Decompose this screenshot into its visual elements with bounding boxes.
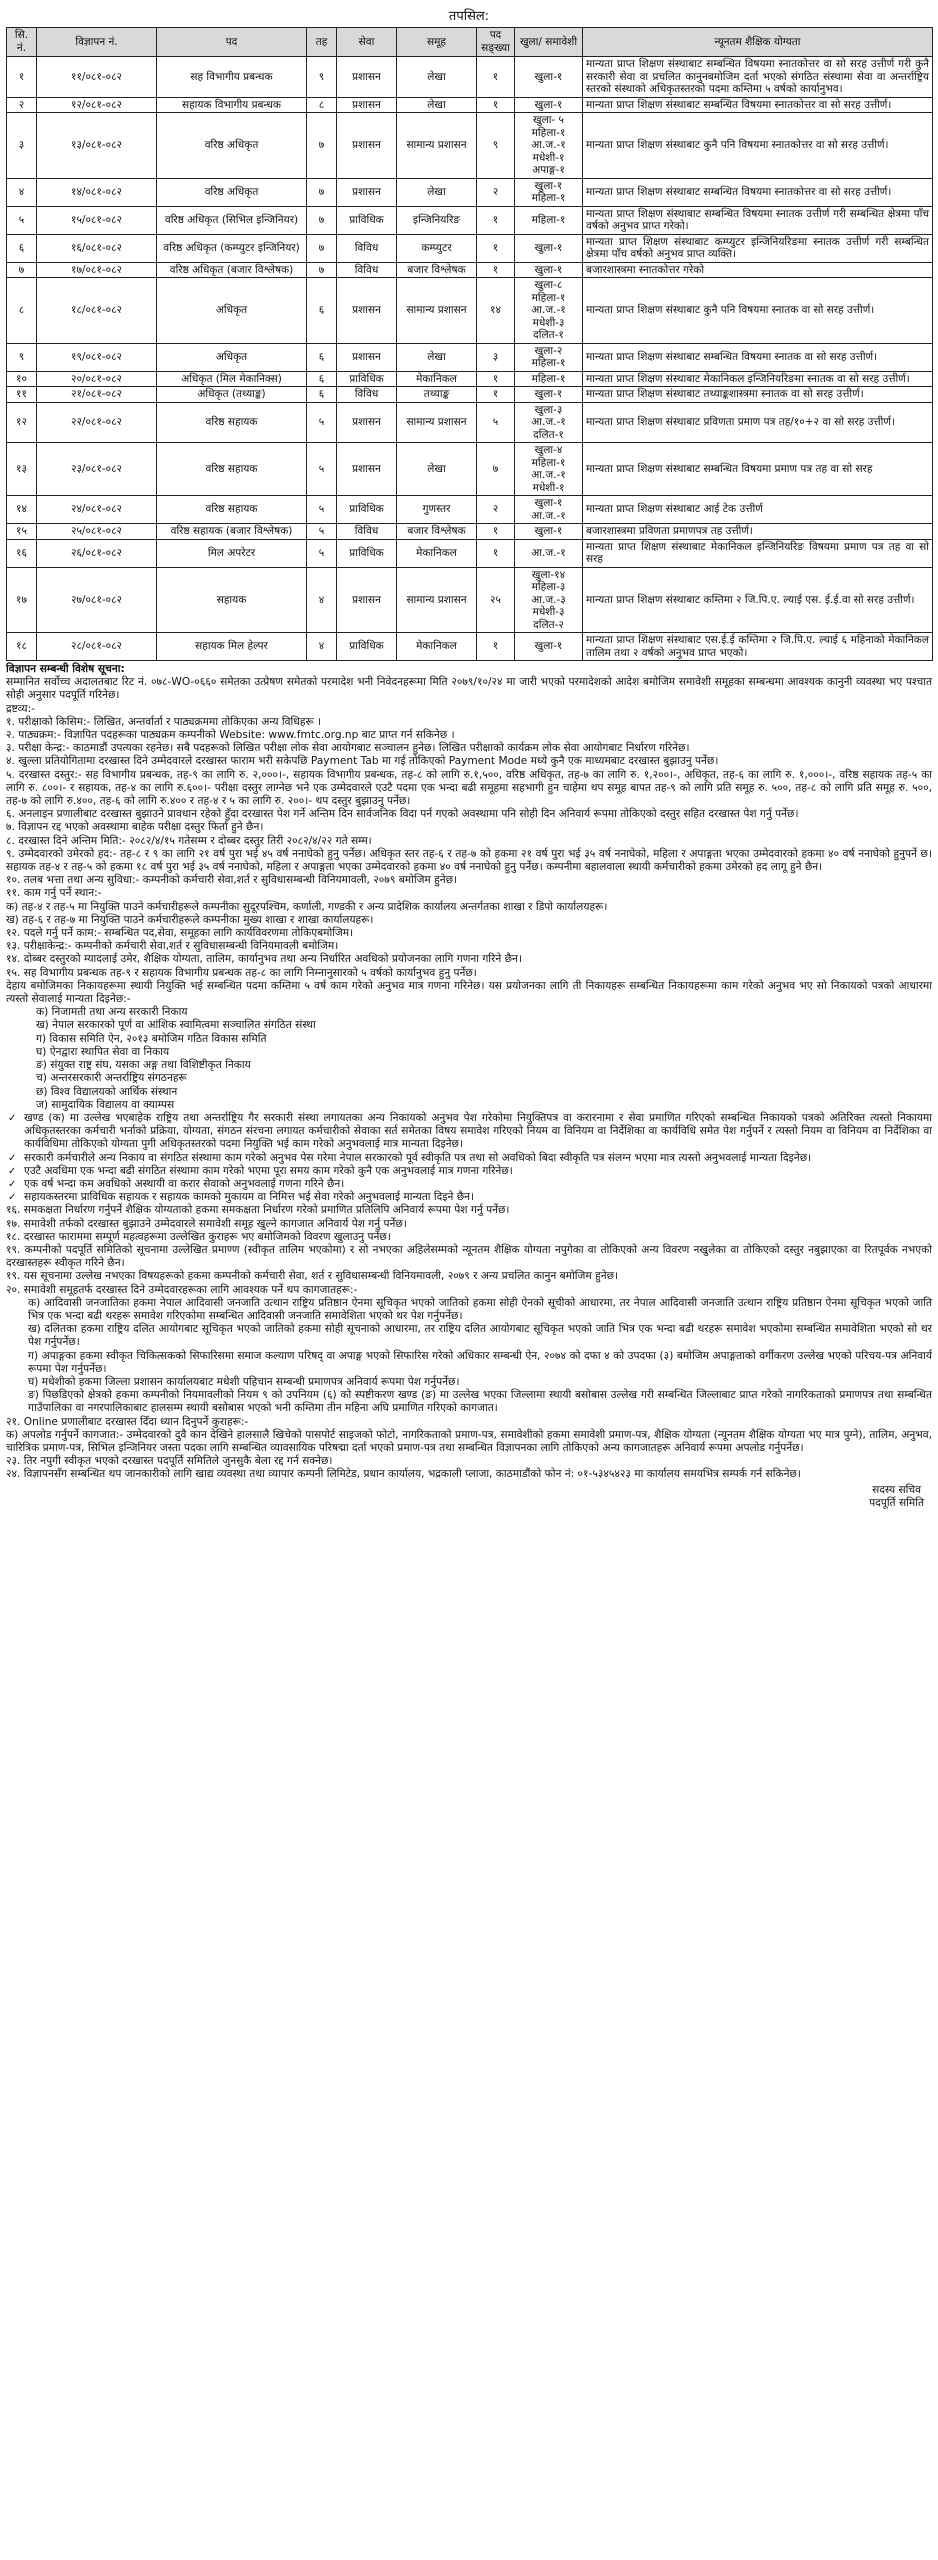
note-item: ४. खुल्ला प्रतियोगितामा दरखास्त दिने उम्मेदवारले दरखास्त फाराम भरी सकेपछि Payment Tab मा गई तोकिएको Payment Mode मध्ये कुनै एक माध्यमबाट दरखास्त बुझाउनु पर्नेछ।	[6, 755, 719, 768]
row-service: प्रशासन	[337, 343, 397, 371]
col-sn: सि. नं.	[7, 28, 37, 57]
row-ad-no: १७/०८१-०८२	[37, 262, 157, 278]
row-level: ६	[307, 343, 337, 371]
row-level: ६	[307, 387, 337, 403]
table-row	[7, 496, 933, 524]
table-row	[7, 633, 933, 661]
row-num: ५	[477, 402, 515, 443]
row-service: प्रशासन	[337, 113, 397, 179]
inclusion-item: क) आदिवासी जनजातिका हकमा नेपाल आदिवासी जनजाति उत्थान राष्ट्रिय प्रतिष्ठान ऐनमा सूचिकृत भएको जातिको हकमा सोही ऐनको सूचीको आधारमा, तर नेपाल आदिवासी जनजाति उत्थान राष्ट्रिय प्रतिष्ठान ऐनमा सूचिकृत भएको जाति भित्र एक भन्दा बढी थरहरू समावेश गरिएकोमा सम्बन्धित आदिवासी जनजाति समावेशिता भएको थर पेश गर्नुपर्नेछ।	[28, 1296, 932, 1322]
row-service: विविध	[337, 524, 397, 540]
row-quota: महिला-१	[515, 206, 583, 234]
note-item: ३. परीक्षा केन्द्र:- काठमाडौं उपत्यका रहनेछ। सबै पदहरूको लिखित परीक्षा लोक सेवा आयोगबाट सञ्चालन हुनेछ। लिखित परीक्षाको कार्यक्रम लोक सेवा आयोगबाट निर्धारण गरिनेछ।	[6, 742, 690, 755]
row-level: ४	[307, 567, 337, 633]
row-level: ६	[307, 371, 337, 387]
row-ad-no: १३/०८१-०८२	[37, 113, 157, 179]
table-row	[7, 57, 933, 98]
vacancy-table	[6, 27, 933, 661]
row-service: प्राविधिक	[337, 633, 397, 661]
row-group: लेखा	[397, 343, 477, 371]
row-qualification: मान्यता प्राप्त शिक्षण संस्थाबाट मेकानिकल इन्जिनियरिङ विषयमा प्रमाण पत्र तह वा सो सरह	[583, 539, 933, 567]
notes-title: विज्ञापन सम्बन्धी विशेष सूचना:	[6, 663, 125, 675]
row-group: बजार विश्लेषक	[397, 524, 477, 540]
row-num: १	[477, 97, 515, 113]
row-sn: ११	[7, 387, 37, 403]
row-qualification: मान्यता प्राप्त शिक्षण संस्थाबाट सम्बन्धित विषयमा स्नातक उत्तीर्ण गरी सम्बन्धित क्षेत्रमा पाँच वर्षको अनुभव प्राप्त गरेको।	[583, 206, 933, 234]
org-item: घ) ऐनद्वारा स्थापित सेवा वा निकाय	[36, 1045, 170, 1058]
row-qualification: मान्यता प्राप्त शिक्षण संस्थाबाट एस.ई.ई कम्तिमा २ जि.पि.ए. ल्याई ६ महिनाको मेकानिकल तालिम तथा २ वर्षको अनुभव प्राप्त भएको।	[583, 633, 933, 661]
notes-sub: द्रष्टव्य:-	[6, 702, 35, 715]
row-ad-no: २५/०८१-०८२	[37, 524, 157, 540]
row-qualification: मान्यता प्राप्त शिक्षण संस्थाबाट सम्बन्धित विषयमा स्नातक वा सो सरह उत्तीर्ण।	[583, 343, 933, 371]
note-item: ७. विज्ञापन रद्द भएको अवस्थामा बाहेक परीक्षा दस्तुर फिर्ता हुने छैन।	[6, 821, 264, 834]
row-level: ५	[307, 443, 337, 496]
row-num: २	[477, 178, 515, 206]
row-quota: आ.ज.-१	[515, 539, 583, 567]
notes-intro: सम्मानित सर्वोच्च अदालतबाट रिट नं. ०७८-WO-०६६० समेतका उत्प्रेषण समेतको परमादेश भनी निवेदनहरूमा मिति २०७९/१०/२४ मा जारी भएको परमादेशको आदेश बमोजिम समावेशी समूहका सम्बन्धमा आवश्यक कानुनी व्यवस्था भए पश्चात सोही अनुसार पदपूर्ति गरिनेछ।	[6, 676, 932, 702]
org-item: क) निजामती तथा अन्य सरकारी निकाय	[36, 1006, 188, 1019]
row-qualification: मान्यता प्राप्त शिक्षण संस्थाबाट आई टेक उत्तीर्ण	[583, 496, 933, 524]
row-quota: खुला-१	[515, 387, 583, 403]
row-num: ९	[477, 113, 515, 179]
note-item: क) अपलोड गर्नुपर्ने कागजात:- उम्मेदवारको दुवै कान देखिने हालसालै खिचेको पासपोर्ट साइजको फोटो, नागरिकताको प्रमाण-पत्र, समावेशीको हकमा समावेशी प्रमाण-पत्र, शैक्षिक योग्यता (न्यूनतम शैक्षिक योग्यता भए मात्र पुग्ने), तालिम, अनुभव, चारित्रिक प्रमाण-पत्र, सिभिल इन्जिनियर जस्ता पदका लागि सम्बन्धित व्यावसायिक परिषद्मा दर्ता भएको प्रमाण-पत्र तथा सम्बन्धित विज्ञापनका लागि तोकिएको अन्य कागजातहरू अनिवार्य रूपमा अपलोड गर्नुपर्नेछ।	[6, 1428, 932, 1454]
row-group: गुणस्तर	[397, 496, 477, 524]
row-level: ४	[307, 633, 337, 661]
row-post: अधिकृत	[157, 343, 307, 371]
table-header-row	[7, 28, 933, 57]
col-post: पद	[157, 28, 307, 57]
row-quota: खुला-१	[515, 262, 583, 278]
row-service: प्राविधिक	[337, 539, 397, 567]
note-item: १४. दोब्बर दस्तुरको म्यादलाई उमेर, शैक्षिक योग्यता, तालिम, कार्यानुभव तथा अन्य निर्धारित अवधिको प्रयोजनका लागि गणना गरिने छैन।	[6, 953, 522, 966]
row-group: सामान्य प्रशासन	[397, 402, 477, 443]
row-quota: खुला-१ महिला-१	[515, 178, 583, 206]
table-row	[7, 278, 933, 344]
row-group: मेकानिकल	[397, 539, 477, 567]
row-qualification: मान्यता प्राप्त शिक्षण संस्थाबाट सम्बन्धित विषयमा स्नातकोत्तर वा सो सरह उत्तीर्ण।	[583, 178, 933, 206]
table-row	[7, 343, 933, 371]
org-item: ज) सामुदायिक विद्यालय वा क्याम्पस	[36, 1098, 175, 1111]
row-post: वरिष्ठ सहायक	[157, 496, 307, 524]
row-post: वरिष्ठ अधिकृत	[157, 113, 307, 179]
note-item: १३. परीक्षाकेन्द्र:- कम्पनीको कर्मचारी सेवा,शर्त र सुविधासम्बन्धी विनियमावली बमोजिम।	[6, 940, 339, 953]
row-num: १	[477, 633, 515, 661]
row-post: मिल अपरेटर	[157, 539, 307, 567]
col-service: सेवा	[337, 28, 397, 57]
tick-item: ✓ खण्ड (क) मा उल्लेख भएबाहेक राष्ट्रिय तथा अन्तर्राष्ट्रिय गैर सरकारी संस्था लगायतका अन्य निकायको अनुभव पेश गरेकोमा नियुक्तिपत्र वा करारनामा र सेवा प्रमाणित गरिएको सम्बन्धित निकायको पत्रको अतिरिक्त त्यस्तो निकायमा अधिकृतस्तरका कर्मचारी भर्नाको प्रक्रिया, योग्यता, संगठन संरचना लगायत कर्मचारीको सेवाका सर्त समेतका विषय समावेश गरिएको नियम वा विनियम वा निर्देशिका वा कार्यविधि समेत पेश गर्नुपर्ने र त्यस्तो नियम वा विनियम वा निर्देशिका वा कार्यविधिमा तोकिएको योग्यता पुगी अधिकृतस्तरको पदमा नियुक्ति भई काम गरेको अनुभवलाई मात्र मान्यता दिइनेछ।	[6, 1112, 932, 1152]
row-sn: १५	[7, 524, 37, 540]
row-post: अधिकृत (मिल मेकानिक्स)	[157, 371, 307, 387]
row-num: १	[477, 387, 515, 403]
row-qualification: मान्यता प्राप्त शिक्षण संस्थाबाट सम्बन्धित विषयमा स्नातकोत्तर वा सो सरह उत्तीर्ण गरी कुनै सरकारी सेवा वा प्रचलित कानुनबमोजिम दर्ता भएको संगठित संस्थामा सेवा वा अन्तर्राष्ट्रिय स्तरको संस्थाको अधिकृतस्तरको पदमा कम्तिमा ५ वर्षको कार्यानुभव।	[583, 57, 933, 98]
row-quota: खुला-१ आ.ज.-१	[515, 496, 583, 524]
org-item: च) अन्तरसरकारी अन्तर्राष्ट्रिय संगठनहरू	[36, 1072, 187, 1085]
row-qualification: मान्यता प्राप्त शिक्षण संस्थाबाट तथ्याङ्कशास्त्रमा स्नातक वा सो सरह उत्तीर्ण।	[583, 387, 933, 403]
row-group: सामान्य प्रशासन	[397, 113, 477, 179]
row-post: सह विभागीय प्रबन्धक	[157, 57, 307, 98]
row-sn: ८	[7, 278, 37, 344]
row-ad-no: २६/०८१-०८२	[37, 539, 157, 567]
row-service: प्राविधिक	[337, 206, 397, 234]
inclusion-item: ग) अपाङ्गका हकमा स्वीकृत चिकित्सकको सिफारिसमा समाज कल्याण परिषद् वा अपाङ्ग भएको सिफारिस गरेको अधिकार सम्बन्धी ऐन, २०७४ को दफा ४ को उपदफा (३) बमोजिम अपाङ्गताको वर्गीकरण उल्लेख भएको परिचय-पत्र अनिवार्य रूपमा पेश गर्नुपर्नेछ।	[28, 1349, 932, 1375]
row-level: ७	[307, 234, 337, 262]
row-qualification: मान्यता प्राप्त शिक्षण संस्थाबाट प्रविणता प्रमाण पत्र तह/१०+२ वा सो सरह उत्तीर्ण।	[583, 402, 933, 443]
table-row	[7, 402, 933, 443]
note-item: २. पाठ्यक्रम:- विज्ञापित पदहरूका पाठ्यक्रम कम्पनीको Website: www.fmtc.org.np बाट प्राप्त गर्न सकिनेछ ।	[6, 729, 455, 742]
table-row	[7, 206, 933, 234]
row-quota: खुला- ५ महिला-१ आ.ज.-१ मधेशी-१ अपाङ्ग-१	[515, 113, 583, 179]
signature-line2: पदपूर्ति समिति	[869, 1496, 924, 1509]
note-item: १. परीक्षाको किसिम:- लिखित, अन्तर्वार्ता र पाठ्यक्रममा तोकिएका अन्य विधिहरू ।	[6, 715, 322, 728]
table-row	[7, 371, 933, 387]
row-group: लेखा	[397, 57, 477, 98]
row-sn: ३	[7, 113, 37, 179]
row-ad-no: २४/०८१-०८२	[37, 496, 157, 524]
org-item: ग) विकास समिति ऐन, २०१३ बमोजिम गठित विकास समिति	[36, 1032, 267, 1045]
table-row	[7, 234, 933, 262]
row-post: वरिष्ठ अधिकृत (कम्प्युटर इन्जिनियर)	[157, 234, 307, 262]
row-sn: ६	[7, 234, 37, 262]
table-row	[7, 97, 933, 113]
table-row	[7, 524, 933, 540]
note-item: ५. दरखास्त दस्तुर:- सह विभागीय प्रबन्धक, तह-९ का लागि रु. २,०००।-, सहायक विभागीय प्रबन्धक, तह-८ को लागि रु.१,५००, वरिष्ठ अधिकृत, तह-७ का लागि रु. १,२००।-, अधिकृत, तह-६ का लागि रु. १,०००।-, वरिष्ठ सहायक तह-५ का लागि रु. ८००।- र सहायक, तह-४ का लागि रु.६००।- परीक्षा दस्तुर लाग्नेछ भने एक उम्मेदवारले एउटै पदमा एक भन्दा बढी समूहमा सहभागी हुन चाहेमा थप समूह बापत तह-९ को लागि प्रति समूह रु. ५००, तह-८ को लागि प्रति समूह रु. ५००, तह-७ को लागि रु.४००, तह-६ को लागि रु.४०० र तह-४ र ५ का लागि रु. २००।- थप दस्तुर बुझाउनु पर्नेछ।	[6, 768, 932, 808]
row-sn: २	[7, 97, 37, 113]
row-sn: १४	[7, 496, 37, 524]
row-quota: खुला-४ महिला-१ आ.ज.-१ मधेशी-१	[515, 443, 583, 496]
table-row	[7, 539, 933, 567]
row-service: प्रशासन	[337, 402, 397, 443]
tick-item: ✓ एउटै अवधिमा एक भन्दा बढी संगठित संस्थामा काम गरेको भएमा पूरा समय काम गरेको कुनै एक अनुभवलाई मात्र गणना गरिनेछ।	[6, 1165, 932, 1178]
row-qualification: बजारशास्त्रमा प्रविणता प्रमाणपत्र तह उत्तीर्ण।	[583, 524, 933, 540]
row-group: इन्जिनियरिङ	[397, 206, 477, 234]
note-item: क) तह-४ र तह-५ मा नियुक्ति पाउने कर्मचारीहरूले कम्पनीका सुदूरपश्चिम, कर्णाली, गण्डकी र अन्य प्रादेशिक कार्यालय अन्तर्गतका शाखा र डिपो कार्यालयहरू।	[6, 900, 608, 913]
col-qualification: न्यूनतम शैक्षिक योग्यता	[583, 28, 933, 57]
row-quota: खुला-१	[515, 57, 583, 98]
row-sn: १८	[7, 633, 37, 661]
table-row	[7, 567, 933, 633]
inclusion-item: ङ) पिछडिएको क्षेत्रको हकमा कम्पनीको नियमावलीको नियम ९ को उपनियम (६) को स्पष्टीकरण खण्ड (ङ) मा उल्लेख भएका जिल्लामा स्थायी बसोबास उल्लेख गरी सम्बन्धित जिल्लाबाट प्राप्त गरेको नागरिकताको प्रमाणपत्र तथा सम्बन्धित गाउँपालिका वा नगरपालिकाबाट हालसम्म स्थायी बसोबास भएको भनी कम्तिमा तीन महिना अघि प्रमाणित गरिएको कागजात।	[28, 1389, 932, 1415]
note-item: ११. काम गर्नु पर्ने स्थान:-	[6, 887, 102, 900]
row-sn: १३	[7, 443, 37, 496]
row-level: ९	[307, 57, 337, 98]
table-row	[7, 443, 933, 496]
table-row	[7, 262, 933, 278]
row-sn: ४	[7, 178, 37, 206]
row-ad-no: २३/०८१-०८२	[37, 443, 157, 496]
table-row	[7, 387, 933, 403]
table-caption: तपसिल:	[448, 9, 490, 24]
note-item: १९. यस सूचनामा उल्लेख नभएका विषयहरूको हकमा कम्पनीको कर्मचारी सेवा, शर्त र सुविधासम्बन्धी विनियमावली, २०७९ र अन्य प्रचलित कानुन बमोजिम हुनेछ।	[6, 1270, 619, 1283]
notes-section	[6, 663, 932, 1482]
row-ad-no: १४/०८१-०८२	[37, 178, 157, 206]
row-quota: खुला-२ महिला-१	[515, 343, 583, 371]
row-qualification: मान्यता प्राप्त शिक्षण संस्थाबाट कुनै पनि विषयमा स्नातकोत्तर वा सो सरह उत्तीर्ण।	[583, 113, 933, 179]
note-item: १७. समावेशी तर्फको दरखास्त बुझाउने उम्मेदवारले समावेशी समूह खुल्ने कागजात अनिवार्य पेश गर्नु पर्नेछ।	[6, 1217, 407, 1230]
org-item: ख) नेपाल सरकारको पूर्ण वा आंशिक स्वामित्वमा सञ्चालित संगठित संस्था	[36, 1019, 316, 1032]
row-num: १	[477, 234, 515, 262]
tick-item: ✓ सरकारी कर्मचारीले अन्य निकाय वा संगठित संस्थामा काम गरेको अनुभव पेस गरेमा नेपाल सरकारको पूर्व स्वीकृति पत्र तथा सो अवधिको बिदा स्वीकृति पत्र संलग्न भएमा मात्र त्यस्तो अनुभवलाई मान्यता दिइनेछ।	[6, 1152, 932, 1165]
row-group: मेकानिकल	[397, 371, 477, 387]
row-qualification: मान्यता प्राप्त शिक्षण संस्थाबाट कुनै पनि विषयमा स्नातक वा सो सरह उत्तीर्ण।	[583, 278, 933, 344]
row-qualification: मान्यता प्राप्त शिक्षण संस्थाबाट सम्बन्धित विषयमा स्नातकोत्तर वा सो सरह उत्तीर्ण।	[583, 97, 933, 113]
row-sn: १२	[7, 402, 37, 443]
row-quota: खुला-१	[515, 633, 583, 661]
row-num: ७	[477, 443, 515, 496]
row-sn: ५	[7, 206, 37, 234]
row-quota: खुला-८ महिला-१ आ.ज.-१ मधेशी-३ दलित-१	[515, 278, 583, 344]
row-ad-no: १६/०८१-०८२	[37, 234, 157, 262]
row-service: विविध	[337, 262, 397, 278]
row-ad-no: २०/०८१-०८२	[37, 371, 157, 387]
note-item: १९. कम्पनीको पदपूर्ति समितिको सूचनामा उल्लेखित प्रमाण्ण (स्वीकृत तालिम भएकोमा) र सो नभएका अहिलेसम्मको न्यूनतम शैक्षिक योग्यता नपुगेका वा तोकिएको अन्य विवरण नखुलेका वा तोकिएको दस्तुर नबुझाएका वा रितपूर्वक नभएको दरखास्तहरू स्वीकृत गरिने छैन।	[6, 1243, 932, 1270]
row-level: ७	[307, 262, 337, 278]
row-group: तथ्याङ्क	[397, 387, 477, 403]
row-post: अधिकृत (तथ्याङ्क)	[157, 387, 307, 403]
row-num: १	[477, 371, 515, 387]
row-sn: १६	[7, 539, 37, 567]
row-service: प्रशासन	[337, 278, 397, 344]
row-ad-no: ११/०८१-०८२	[37, 57, 157, 98]
row-qualification: मान्यता प्राप्त शिक्षण संस्थाबाट कम्तिमा २ जि.पि.ए. ल्याई एस. ई.ई.वा सो सरह उत्तीर्ण।	[583, 567, 933, 633]
row-service: प्रशासन	[337, 443, 397, 496]
row-service: प्राविधिक	[337, 496, 397, 524]
org-item: छ) विश्व विद्यालयको आर्थिक संस्थान	[36, 1085, 178, 1098]
inclusion-item: ख) दलितका हकमा राष्ट्रिय दलित आयोगबाट सूचिकृत भएको जातिको हकमा सोही सूचनाको आधारमा, तर राष्ट्रिय दलित आयोगबाट सूचिकृत भएको जाति भित्र एक भन्दा बढी थरहरू समावेश भएकोमा सम्बन्धित समावेशिता भएको सो थर पेश गर्नुपर्नेछ।	[28, 1323, 932, 1349]
row-sn: १०	[7, 371, 37, 387]
row-ad-no: १२/०८१-०८२	[37, 97, 157, 113]
row-post: वरिष्ठ सहायक	[157, 402, 307, 443]
signature-line1: सदस्य सचिव	[872, 1483, 922, 1496]
row-ad-no: १९/०८१-०८२	[37, 343, 157, 371]
row-num: १४	[477, 278, 515, 344]
row-service: प्रशासन	[337, 567, 397, 633]
row-post: वरिष्ठ सहायक	[157, 443, 307, 496]
row-qualification: मान्यता प्राप्त शिक्षण संस्थाबाट कम्प्युटर इन्जिनियरिङमा स्नातक उत्तीर्ण गरी सम्बन्धित क्षेत्रमा पाँच वर्षको अनुभव प्राप्त व्यक्ति।	[583, 234, 933, 262]
row-post: सहायक विभागीय प्रबन्धक	[157, 97, 307, 113]
row-group: सामान्य प्रशासन	[397, 567, 477, 633]
row-level: ५	[307, 496, 337, 524]
row-post: वरिष्ठ अधिकृत (बजार विश्लेषक)	[157, 262, 307, 278]
note-item: २१. Online प्रणालीबाट दरखास्त दिँदा ध्यान दिनुपर्ने कुराहरू:-	[6, 1415, 249, 1428]
row-quota: खुला-१४ महिला-३ आ.ज.-३ मधेशी-३ दलित-२	[515, 567, 583, 633]
row-service: विविध	[337, 387, 397, 403]
row-ad-no: २८/०८१-०८२	[37, 633, 157, 661]
row-qualification: बजारशास्त्रमा स्नातकोत्तर गरेको	[583, 262, 933, 278]
row-level: ७	[307, 206, 337, 234]
tick-item: ✓ एक वर्ष भन्दा कम अवधिको अस्थायी वा करार सेवाको अनुभवलाई गणना गरिने छैन।	[6, 1178, 932, 1191]
row-num: १	[477, 57, 515, 98]
row-group: सामान्य प्रशासन	[397, 278, 477, 344]
row-qualification: मान्यता प्राप्त शिक्षण संस्थाबाट सम्बन्धित विषयमा प्रमाण पत्र तह वा सो सरह	[583, 443, 933, 496]
row-num: १	[477, 262, 515, 278]
row-service: प्रशासन	[337, 57, 397, 98]
note-item: २४. विज्ञापनसँग सम्बन्धित थप जानकारीको लागि खाद्य व्यवस्था तथा व्यापार कम्पनी लिमिटेड, प्रधान कार्यालय, भद्रकाली प्लाजा, काठमाडौंको फोन नं: ०१-५३४५४२३ मा कार्यालय समयभित्र सम्पर्क गर्न सकिनेछ।	[6, 1468, 801, 1481]
row-service: प्रशासन	[337, 178, 397, 206]
row-post: वरिष्ठ अधिकृत (सिभिल इन्जिनियर)	[157, 206, 307, 234]
col-level: तह	[307, 28, 337, 57]
table-row	[7, 113, 933, 179]
row-num: २	[477, 496, 515, 524]
row-group: लेखा	[397, 97, 477, 113]
note-item: १६. समकक्षता निर्धारण गर्नुपर्ने शैक्षिक योग्यताको हकमा समकक्षता निर्धारण गरेको प्रमाणित प्रतिलिपि अनिवार्य रूपमा पेश गर्नु पर्नेछ।	[6, 1204, 510, 1217]
table-row	[7, 178, 933, 206]
inclusion-item: घ) मधेशीको हकमा जिल्ला प्रशासन कार्यालयबाट मधेशी पहिचान सम्बन्धी प्रमाणपत्र अनिवार्य रूपमा पेश गर्नुपर्नेछ।	[28, 1375, 460, 1388]
row-quota: महिला-१	[515, 371, 583, 387]
row-service: प्राविधिक	[337, 371, 397, 387]
row-post: सहायक मिल हेल्पर	[157, 633, 307, 661]
note-item: १०. तलब भत्ता तथा अन्य सुविधा:- कम्पनीको कर्मचारी सेवा,शर्त र सुविधासम्बन्धी विनियमावली, २०७९ बमोजिम हुनेछ।	[6, 874, 458, 887]
signature-block	[6, 1484, 932, 1510]
note-item: १५. सह विभागीय प्रबन्धक तह-९ र सहायक विभागीय प्रबन्धक तह-८ का लागि निम्नानुसारको ५ वर्षको कार्यानुभव हुनु पर्नेछ।	[6, 966, 477, 979]
note-item: १८. दरखास्त फाराममा सम्पूर्ण महत्वहरूमा उल्लेखित कुराहरू भए बमोजिमको विवरण खुलाउनु पर्नेछ।	[6, 1230, 391, 1243]
row-level: ८	[307, 97, 337, 113]
row-service: विविध	[337, 234, 397, 262]
row-post: वरिष्ठ अधिकृत	[157, 178, 307, 206]
row-group: बजार विश्लेषक	[397, 262, 477, 278]
row-post: वरिष्ठ सहायक (बजार विश्लेषक)	[157, 524, 307, 540]
note-item: ख) तह-६ र तह-७ मा नियुक्ति पाउने कर्मचारीहरूले कम्पनीका मुख्य शाखा र शाखा कार्यालयहरू।	[6, 913, 374, 926]
note-item: ९. उम्मेदवारको उमेरको हद:- तह-८ र ९ का लागि २१ वर्ष पुरा भई ४५ वर्ष ननाघेको हुनु पर्नेछ। अधिकृत स्तर तह-६ र तह-७ को हकमा २१ वर्ष पुरा भई ३५ वर्ष ननाघेको, महिला र अपाङ्गता भएका उम्मेदवारको हकमा ४० वर्ष ननाघेको हुनुपर्ने छ। सहायक तह-४ र तह-५ को हकमा १८ वर्ष पुरा भई ३५ वर्ष ननाघेको, महिला र अपाङ्गता भएका उम्मेदवारको हकमा ४० वर्ष ननाघेको हुनु पर्नेछ। कम्पनीमा बहालवाला स्थायी कर्मचारीको हकमा उमेरको हद लागू हुने छैन।	[6, 847, 932, 874]
col-quota: खुला/ समावेशी	[515, 28, 583, 57]
tick-item: ✓ सहायकस्तरमा प्राविधिक सहायक र सहायक कामको मुकायम वा निमित्त भई सेवा गरेको अनुभवलाई मान्यता दिइने छैन।	[6, 1191, 932, 1204]
row-quota: खुला-१	[515, 234, 583, 262]
row-qualification: मान्यता प्राप्त शिक्षण संस्थाबाट मेकानिकल इन्जिनियरिङमा स्नातक वा सो सरह उत्तीर्ण।	[583, 371, 933, 387]
row-ad-no: १५/०८१-०८२	[37, 206, 157, 234]
row-ad-no: २२/०८१-०८२	[37, 402, 157, 443]
row-level: ५	[307, 524, 337, 540]
row-sn: ९	[7, 343, 37, 371]
row-level: ६	[307, 278, 337, 344]
row-quota: खुला-३ आ.ज.-१ दलित-१	[515, 402, 583, 443]
row-level: ७	[307, 113, 337, 179]
row-num: १	[477, 206, 515, 234]
note-item: देहाय बमोजिमका निकायहरूमा स्थायी नियुक्ति भई सम्बन्धित पदमा कम्तिमा ५ वर्ष काम गरेको अनुभव मात्र गणना गरिनेछ। यस प्रयोजनका लागि ती निकायहरू सम्बन्धित निकायहरूमा काम गरेको अनुभव भए सो निकायको पत्रको आधारमा त्यस्तो सेवालाई मान्यता दिइनेछ:-	[6, 979, 932, 1006]
row-sn: १	[7, 57, 37, 98]
org-item: ङ) संयुक्त राष्ट्र संघ, यसका अङ्ग तथा विशिष्टीकृत निकाय	[36, 1059, 251, 1072]
row-post: सहायक	[157, 567, 307, 633]
row-group: लेखा	[397, 443, 477, 496]
row-num: ३	[477, 343, 515, 371]
note-item: १२. पदले गर्नु पर्ने काम:- सम्बन्धित पद,सेवा, समूहका लागि कार्यविवरणमा तोकिएबमोजिम।	[6, 927, 354, 940]
row-level: ७	[307, 178, 337, 206]
note-item: २३. तिर नपुगी स्वीकृत भएको दरखास्त पदपूर्ति समितिले जुनसुकै बेला रद्द गर्न सक्नेछ।	[6, 1455, 333, 1468]
row-ad-no: २७/०८१-०८२	[37, 567, 157, 633]
col-group: समूह	[397, 28, 477, 57]
row-group: कम्प्युटर	[397, 234, 477, 262]
row-level: ५	[307, 402, 337, 443]
col-num: पद सङ्ख्या	[477, 28, 515, 57]
note-item: ६. अनलाइन प्रणालीबाट दरखास्त बुझाउने प्रावधान रहेको हुँदा दरखास्त पेश गर्ने अन्तिम दिन सार्वजनिक विदा पर्न गएको अवस्थामा पनि सोही दिन अनिवार्य रूपमा तोकिएको दस्तुर सहित दरखास्त पेश गर्नु पर्नेछ।	[6, 808, 799, 821]
row-post: अधिकृत	[157, 278, 307, 344]
row-quota: खुला-१	[515, 524, 583, 540]
row-num: २५	[477, 567, 515, 633]
row-ad-no: २१/०८१-०८२	[37, 387, 157, 403]
row-service: प्रशासन	[337, 97, 397, 113]
row-num: १	[477, 539, 515, 567]
note-item: ८. दरखास्त दिने अन्तिम मिति:- २०८२/४/१५ गतेसम्म र दोब्बर दस्तुर तिरी २०८२/४/२२ गते सम्म।	[6, 834, 372, 847]
row-num: १	[477, 524, 515, 540]
row-sn: ७	[7, 262, 37, 278]
row-ad-no: १८/०८१-०८२	[37, 278, 157, 344]
row-level: ५	[307, 539, 337, 567]
note-item: २०. समावेशी समूहतर्फ दरखास्त दिने उम्मेदवारहरूका लागि आवश्यक पर्ने थप कागजातहरू:-	[6, 1283, 358, 1296]
col-ad-no: विज्ञापन नं.	[37, 28, 157, 57]
row-group: मेकानिकल	[397, 633, 477, 661]
row-quota: खुला-१	[515, 97, 583, 113]
row-group: लेखा	[397, 178, 477, 206]
row-sn: १७	[7, 567, 37, 633]
